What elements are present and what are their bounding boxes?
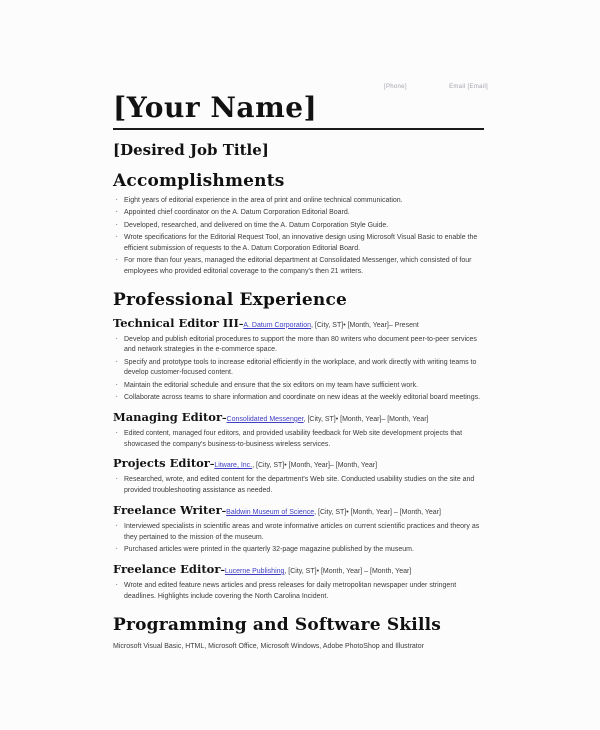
job-bullets bbox=[113, 522, 489, 556]
list-item: · For more than four years, managed the editorial department at Consolidated Messenger, which consisted of four employees who provided editorial coverage to the company's then 21 writers. bbox=[113, 256, 489, 278]
job-meta: , [City, ST]• [Month, Year]– Present bbox=[311, 321, 419, 329]
company-link[interactable]: Lucerne Publishing bbox=[224, 567, 285, 575]
list-item: · Develop and publish editorial procedures to support the more than 80 writers who document peer-to-peer services and network strategies in the e-commerce space. bbox=[113, 335, 489, 357]
contact-email: Email [Email] bbox=[449, 84, 488, 90]
job-bullets bbox=[113, 475, 489, 497]
job-meta: , [City, ST]• [Month, Year]– [Month, Year] bbox=[303, 415, 429, 423]
list-item: · Interviewed specialists in scientific areas and wrote informative articles on current scientific practices and theory as they pertained to the mission of the museum. bbox=[113, 522, 489, 544]
list-item: · Maintain the editorial schedule and ensure that the six editors on my team have sufficient work. bbox=[113, 381, 489, 392]
job-title: Projects Editor bbox=[113, 456, 210, 471]
job-meta: , [City, ST]• [Month, Year] – [Month, Year] bbox=[314, 509, 441, 517]
job-bullets bbox=[113, 581, 489, 603]
job-heading-freelance-editor bbox=[113, 562, 489, 578]
list-item: · Wrote specifications for the Editorial Request Tool, an innovative design using Microsoft Visual Basic to enable the efficient submission of requests to the A. Datum Corporation Editorial Board. bbox=[113, 233, 489, 255]
company-link[interactable]: A. Datum Corporation bbox=[243, 321, 312, 329]
job-dash: – bbox=[238, 319, 244, 330]
job-title: Technical Editor III bbox=[113, 315, 239, 330]
contact-phone: [Phone] bbox=[384, 84, 407, 90]
company-link[interactable]: Consolidated Messenger bbox=[226, 415, 304, 423]
job-bullets bbox=[113, 429, 489, 451]
list-item: · Researched, wrote, and edited content for the department's Web site. Conducted usability studies on the site and provided troubleshooting assistance as needed. bbox=[113, 475, 489, 497]
job-meta: , [City, ST]• [Month, Year]– [Month, Year] bbox=[252, 462, 378, 470]
list-item: · Appointed chief coordinator on the A. Datum Corporation Editorial Board. bbox=[113, 208, 489, 219]
company-link[interactable]: Baldwin Museum of Science bbox=[226, 509, 315, 517]
section-heading-experience: Professional Experience bbox=[113, 289, 348, 310]
job-heading-technical-editor bbox=[113, 316, 489, 332]
list-item: · Collaborate across teams to share information and coordinate on new ideas at the weekly editorial board meetings. bbox=[113, 393, 489, 404]
job-dash: – bbox=[220, 565, 225, 576]
document-body bbox=[113, 0, 489, 652]
job-bullets bbox=[113, 335, 489, 404]
name-title: [Your Name] bbox=[113, 93, 484, 130]
job-title: Managing Editor bbox=[113, 409, 223, 424]
list-item: · Developed, researched, and delivered on time the A. Datum Corporation Style Guide. bbox=[113, 221, 489, 232]
job-meta: , [City, ST]• [Month, Year] – [Month, Year] bbox=[284, 567, 412, 575]
skills-text: Microsoft Visual Basic, HTML, Microsoft Office, Microsoft Windows, Adobe PhotoShop and Illustrator bbox=[113, 642, 424, 650]
company-link[interactable]: Litware, Inc. bbox=[214, 462, 253, 470]
section-heading-accomplishments: Accomplishments bbox=[113, 171, 285, 191]
job-heading-freelance-writer bbox=[113, 503, 489, 519]
job-heading-projects-editor bbox=[113, 456, 489, 472]
list-item: · Specify and prototype tools to increase editorial efficiently in the workplace, and work directly with writing teams to develop customer-focused content. bbox=[113, 358, 489, 380]
section-heading-skills: Programming and Software Skills bbox=[113, 614, 442, 635]
accomplishments-list bbox=[113, 196, 489, 278]
list-item: · Purchased articles were printed in the quarterly 32-page magazine published by the museum. bbox=[113, 545, 489, 556]
list-item: · Wrote and edited feature news articles and press releases for daily metropolitan newspaper under stringent deadlines. Highlights include covering the North Carolina Incident. bbox=[113, 581, 489, 603]
list-item: · Eight years of editorial experience in the area of print and online technical communication. bbox=[113, 196, 489, 207]
job-title: Freelance Editor bbox=[113, 561, 221, 576]
job-dash: – bbox=[209, 460, 215, 471]
job-dash: – bbox=[222, 413, 227, 424]
job-title: Freelance Writer bbox=[113, 503, 222, 518]
desired-job-title: [Desired Job Title] bbox=[113, 141, 269, 159]
list-item: · Edited content, managed four editors, and provided usability feedback for Web site development projects that showcased the company's business-to-business wireless services. bbox=[113, 429, 489, 451]
job-dash: – bbox=[221, 507, 227, 518]
job-heading-managing-editor bbox=[113, 410, 489, 426]
